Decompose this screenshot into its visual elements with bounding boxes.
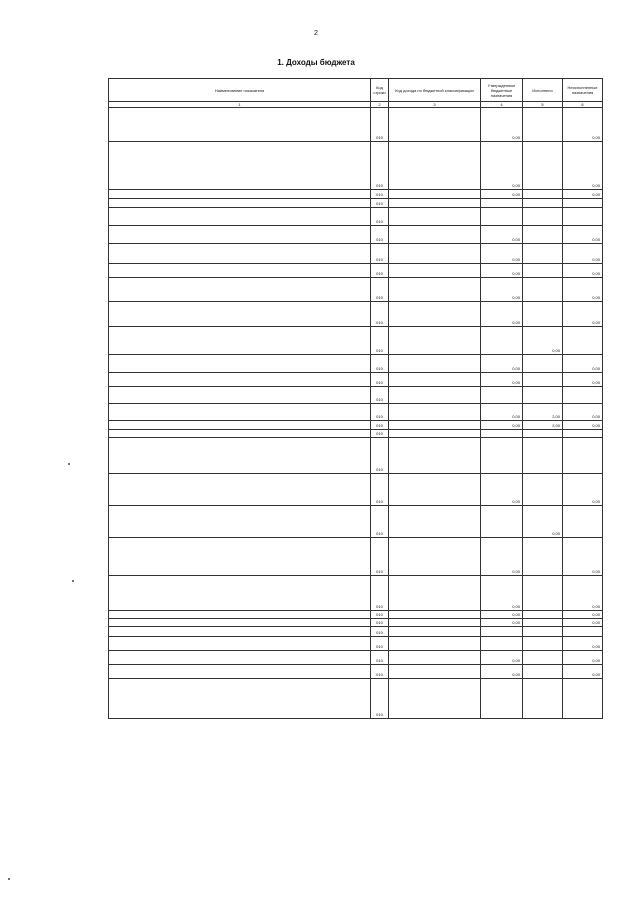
column-number: 6 bbox=[563, 102, 603, 108]
column-header-executed: Исполнено bbox=[523, 79, 563, 102]
table-row bbox=[109, 438, 603, 474]
table-cell-approved: 0,00 bbox=[481, 576, 523, 611]
table-cell-line-code: 010 bbox=[371, 679, 389, 719]
table-cell-unexecuted: 0,00 bbox=[563, 142, 603, 190]
table-cell-unexecuted bbox=[563, 679, 603, 719]
table-cell-unexecuted: 0,00 bbox=[563, 244, 603, 264]
table-row bbox=[109, 651, 603, 665]
table-cell-line-code: 010 bbox=[371, 637, 389, 651]
column-header-line-code: Код строки bbox=[371, 79, 389, 102]
table-row bbox=[109, 373, 603, 387]
column-number: 2 bbox=[371, 102, 389, 108]
column-number: 3 bbox=[389, 102, 481, 108]
table-row bbox=[109, 421, 603, 430]
table-cell-unexecuted: 0,00 bbox=[563, 421, 603, 430]
table-cell-name bbox=[109, 404, 371, 421]
table-cell-line-code: 010 bbox=[371, 108, 389, 142]
table-cell-line-code: 010 bbox=[371, 302, 389, 327]
table-cell-line-code: 010 bbox=[371, 474, 389, 506]
table-cell-name bbox=[109, 327, 371, 355]
table-cell-class-code bbox=[389, 373, 481, 387]
table-cell-class-code bbox=[389, 190, 481, 199]
table-row bbox=[109, 108, 603, 142]
table-cell-name bbox=[109, 264, 371, 278]
table-cell-unexecuted bbox=[563, 506, 603, 538]
table-cell-approved bbox=[481, 438, 523, 474]
table-cell-unexecuted: 0,00 bbox=[563, 264, 603, 278]
table-cell-executed bbox=[523, 226, 563, 244]
budget-income-table bbox=[108, 78, 603, 719]
table-cell-approved: 0,00 bbox=[481, 404, 523, 421]
table-cell-executed bbox=[523, 108, 563, 142]
table-cell-unexecuted: 0,00 bbox=[563, 538, 603, 576]
table-cell-unexecuted: 0,00 bbox=[563, 355, 603, 373]
table-cell-approved: 0,00 bbox=[481, 474, 523, 506]
table-cell-class-code bbox=[389, 421, 481, 430]
table-row bbox=[109, 627, 603, 637]
table-cell-class-code bbox=[389, 576, 481, 611]
table-cell-class-code bbox=[389, 611, 481, 619]
table-cell-executed bbox=[523, 430, 563, 438]
column-number: 4 bbox=[481, 102, 523, 108]
table-row bbox=[109, 355, 603, 373]
table-row bbox=[109, 665, 603, 679]
table-cell-executed bbox=[523, 387, 563, 404]
table-cell-approved: 0,00 bbox=[481, 538, 523, 576]
table-cell-executed bbox=[523, 576, 563, 611]
table-cell-approved bbox=[481, 506, 523, 538]
table-cell-class-code bbox=[389, 142, 481, 190]
table-cell-class-code bbox=[389, 506, 481, 538]
table-cell-executed: 0,00 bbox=[523, 506, 563, 538]
table-cell-executed bbox=[523, 438, 563, 474]
table-cell-executed bbox=[523, 264, 563, 278]
table-cell-name bbox=[109, 373, 371, 387]
table-cell-executed bbox=[523, 208, 563, 226]
table-cell-executed: 0,00 bbox=[523, 327, 563, 355]
column-number: 1 bbox=[109, 102, 371, 108]
table-cell-name bbox=[109, 302, 371, 327]
table-row bbox=[109, 387, 603, 404]
table-row bbox=[109, 538, 603, 576]
table-cell-unexecuted: 0,00 bbox=[563, 404, 603, 421]
table-cell-class-code bbox=[389, 637, 481, 651]
table-cell-name bbox=[109, 208, 371, 226]
table-cell-class-code bbox=[389, 108, 481, 142]
table-cell-executed bbox=[523, 474, 563, 506]
table-cell-class-code bbox=[389, 199, 481, 208]
table-row bbox=[109, 404, 603, 421]
page-title: 1. Доходы бюджета bbox=[277, 58, 355, 67]
table-cell-class-code bbox=[389, 619, 481, 627]
table-cell-unexecuted bbox=[563, 430, 603, 438]
table-cell-unexecuted: 0,00 bbox=[563, 108, 603, 142]
table-cell-approved: 0,00 bbox=[481, 302, 523, 327]
table-row bbox=[109, 576, 603, 611]
table-cell-approved: 0,00 bbox=[481, 108, 523, 142]
table-cell-class-code bbox=[389, 538, 481, 576]
table-cell-approved: 0,00 bbox=[481, 373, 523, 387]
table-cell-executed bbox=[523, 244, 563, 264]
table-cell-approved bbox=[481, 208, 523, 226]
table-cell-executed bbox=[523, 627, 563, 637]
column-header-class-code: Код дохода по бюджетной классификации bbox=[389, 79, 481, 102]
table-cell-name bbox=[109, 637, 371, 651]
table-cell-name bbox=[109, 679, 371, 719]
table-cell-line-code: 010 bbox=[371, 208, 389, 226]
table-cell-unexecuted: 0,00 bbox=[563, 576, 603, 611]
table-cell-line-code: 010 bbox=[371, 190, 389, 199]
table-cell-approved: 0,00 bbox=[481, 264, 523, 278]
table-row bbox=[109, 226, 603, 244]
table-row bbox=[109, 506, 603, 538]
table-cell-line-code: 010 bbox=[371, 438, 389, 474]
table-cell-class-code bbox=[389, 278, 481, 302]
table-cell-name bbox=[109, 627, 371, 637]
scan-speck bbox=[8, 878, 10, 880]
table-cell-executed bbox=[523, 190, 563, 199]
table-cell-unexecuted: 0,00 bbox=[563, 637, 603, 651]
table-cell-name bbox=[109, 538, 371, 576]
table-cell-executed: 2,00 bbox=[523, 421, 563, 430]
table-cell-approved: 0,00 bbox=[481, 190, 523, 199]
table-cell-class-code bbox=[389, 302, 481, 327]
table-cell-executed bbox=[523, 665, 563, 679]
table-cell-executed bbox=[523, 142, 563, 190]
table-cell-executed bbox=[523, 199, 563, 208]
column-header-name: Наименование показателя bbox=[109, 79, 371, 102]
table-cell-class-code bbox=[389, 438, 481, 474]
table-cell-unexecuted: 0,00 bbox=[563, 651, 603, 665]
table-row bbox=[109, 679, 603, 719]
table-cell-name bbox=[109, 474, 371, 506]
table-cell-executed bbox=[523, 302, 563, 327]
table-cell-class-code bbox=[389, 244, 481, 264]
table-cell-approved bbox=[481, 679, 523, 719]
table-cell-unexecuted: 0,00 bbox=[563, 474, 603, 506]
table-cell-line-code: 010 bbox=[371, 404, 389, 421]
table-cell-line-code: 010 bbox=[371, 199, 389, 208]
table-cell-unexecuted: 0,00 bbox=[563, 226, 603, 244]
table-row bbox=[109, 190, 603, 199]
table-cell-line-code: 010 bbox=[371, 611, 389, 619]
table-cell-line-code: 010 bbox=[371, 226, 389, 244]
table-cell-unexecuted: 0,00 bbox=[563, 665, 603, 679]
table-row bbox=[109, 619, 603, 627]
table-cell-executed bbox=[523, 373, 563, 387]
table-cell-unexecuted bbox=[563, 199, 603, 208]
table-cell-name bbox=[109, 576, 371, 611]
scan-speck bbox=[72, 580, 74, 582]
table-cell-class-code bbox=[389, 430, 481, 438]
table-cell-approved bbox=[481, 199, 523, 208]
table-cell-name bbox=[109, 421, 371, 430]
table-cell-executed bbox=[523, 619, 563, 627]
table-cell-name bbox=[109, 430, 371, 438]
table-cell-line-code: 010 bbox=[371, 264, 389, 278]
table-cell-executed bbox=[523, 679, 563, 719]
table-cell-approved: 0,00 bbox=[481, 244, 523, 264]
table-cell-executed bbox=[523, 637, 563, 651]
table-cell-class-code bbox=[389, 404, 481, 421]
table-cell-line-code: 010 bbox=[371, 651, 389, 665]
table-cell-name bbox=[109, 244, 371, 264]
table-row bbox=[109, 474, 603, 506]
table-cell-name bbox=[109, 665, 371, 679]
scan-speck bbox=[68, 463, 70, 465]
table-cell-line-code: 010 bbox=[371, 665, 389, 679]
table-cell-line-code: 010 bbox=[371, 619, 389, 627]
table-cell-line-code: 010 bbox=[371, 421, 389, 430]
table-cell-name bbox=[109, 619, 371, 627]
table-cell-line-code: 010 bbox=[371, 538, 389, 576]
column-header-approved: Утвержденные бюджетные назначения bbox=[481, 79, 523, 102]
table-row bbox=[109, 199, 603, 208]
table-cell-line-code: 010 bbox=[371, 627, 389, 637]
table-row bbox=[109, 430, 603, 438]
table-cell-unexecuted bbox=[563, 438, 603, 474]
table-cell-name bbox=[109, 387, 371, 404]
table-cell-executed bbox=[523, 538, 563, 576]
table-row bbox=[109, 208, 603, 226]
table-cell-approved: 0,00 bbox=[481, 278, 523, 302]
table-cell-approved bbox=[481, 430, 523, 438]
table-cell-class-code bbox=[389, 665, 481, 679]
table-cell-class-code bbox=[389, 651, 481, 665]
table-cell-approved bbox=[481, 637, 523, 651]
table-header-row bbox=[109, 79, 603, 102]
table-cell-unexecuted bbox=[563, 627, 603, 637]
table-cell-approved: 0,00 bbox=[481, 611, 523, 619]
page-number: 2 bbox=[314, 30, 318, 37]
table-cell-unexecuted: 0,00 bbox=[563, 611, 603, 619]
table-row bbox=[109, 637, 603, 651]
table-cell-line-code: 010 bbox=[371, 278, 389, 302]
table-cell-class-code bbox=[389, 627, 481, 637]
table-row bbox=[109, 142, 603, 190]
table-cell-name bbox=[109, 611, 371, 619]
table-cell-name bbox=[109, 199, 371, 208]
table-cell-approved bbox=[481, 327, 523, 355]
table-cell-approved bbox=[481, 627, 523, 637]
table-cell-class-code bbox=[389, 208, 481, 226]
table-row bbox=[109, 244, 603, 264]
table-cell-class-code bbox=[389, 327, 481, 355]
table-cell-executed bbox=[523, 278, 563, 302]
table-row bbox=[109, 302, 603, 327]
table-cell-unexecuted: 0,00 bbox=[563, 619, 603, 627]
table-cell-class-code bbox=[389, 355, 481, 373]
table-cell-name bbox=[109, 355, 371, 373]
table-body bbox=[109, 108, 603, 719]
table-cell-class-code bbox=[389, 474, 481, 506]
table-cell-line-code: 010 bbox=[371, 244, 389, 264]
table-cell-unexecuted bbox=[563, 208, 603, 226]
table-cell-approved: 0,00 bbox=[481, 226, 523, 244]
table-cell-unexecuted: 0,00 bbox=[563, 278, 603, 302]
table-cell-name bbox=[109, 108, 371, 142]
table-cell-executed bbox=[523, 651, 563, 665]
table-cell-approved: 0,00 bbox=[481, 619, 523, 627]
table-cell-class-code bbox=[389, 226, 481, 244]
table-cell-line-code: 010 bbox=[371, 355, 389, 373]
table-cell-approved: 0,00 bbox=[481, 421, 523, 430]
table-cell-class-code bbox=[389, 264, 481, 278]
table-cell-line-code: 010 bbox=[371, 373, 389, 387]
table-cell-approved: 0,00 bbox=[481, 142, 523, 190]
table-cell-unexecuted: 0,00 bbox=[563, 302, 603, 327]
table-cell-executed: 2,00 bbox=[523, 404, 563, 421]
table-cell-class-code bbox=[389, 679, 481, 719]
table-cell-unexecuted: 0,00 bbox=[563, 190, 603, 199]
table-row bbox=[109, 264, 603, 278]
table-cell-executed bbox=[523, 611, 563, 619]
table-cell-unexecuted: 0,00 bbox=[563, 373, 603, 387]
table-cell-line-code: 010 bbox=[371, 142, 389, 190]
table-cell-name bbox=[109, 226, 371, 244]
table-cell-approved: 0,00 bbox=[481, 651, 523, 665]
table-cell-unexecuted bbox=[563, 387, 603, 404]
table-cell-line-code: 010 bbox=[371, 576, 389, 611]
table-cell-name bbox=[109, 506, 371, 538]
table-cell-line-code: 010 bbox=[371, 430, 389, 438]
column-number: 5 bbox=[523, 102, 563, 108]
table-row bbox=[109, 327, 603, 355]
table-cell-name bbox=[109, 190, 371, 199]
table-cell-name bbox=[109, 651, 371, 665]
table-row bbox=[109, 278, 603, 302]
table-cell-line-code: 010 bbox=[371, 327, 389, 355]
table-cell-approved: 0,00 bbox=[481, 355, 523, 373]
table-cell-approved: 0,00 bbox=[481, 665, 523, 679]
table-cell-executed bbox=[523, 355, 563, 373]
column-header-unexecuted: Неисполненные назначения bbox=[563, 79, 603, 102]
table-cell-name bbox=[109, 278, 371, 302]
table-row bbox=[109, 611, 603, 619]
table-cell-class-code bbox=[389, 387, 481, 404]
table-cell-line-code: 010 bbox=[371, 387, 389, 404]
table-cell-unexecuted bbox=[563, 327, 603, 355]
table-cell-name bbox=[109, 438, 371, 474]
table-cell-name bbox=[109, 142, 371, 190]
table-cell-line-code: 010 bbox=[371, 506, 389, 538]
table-cell-approved bbox=[481, 387, 523, 404]
